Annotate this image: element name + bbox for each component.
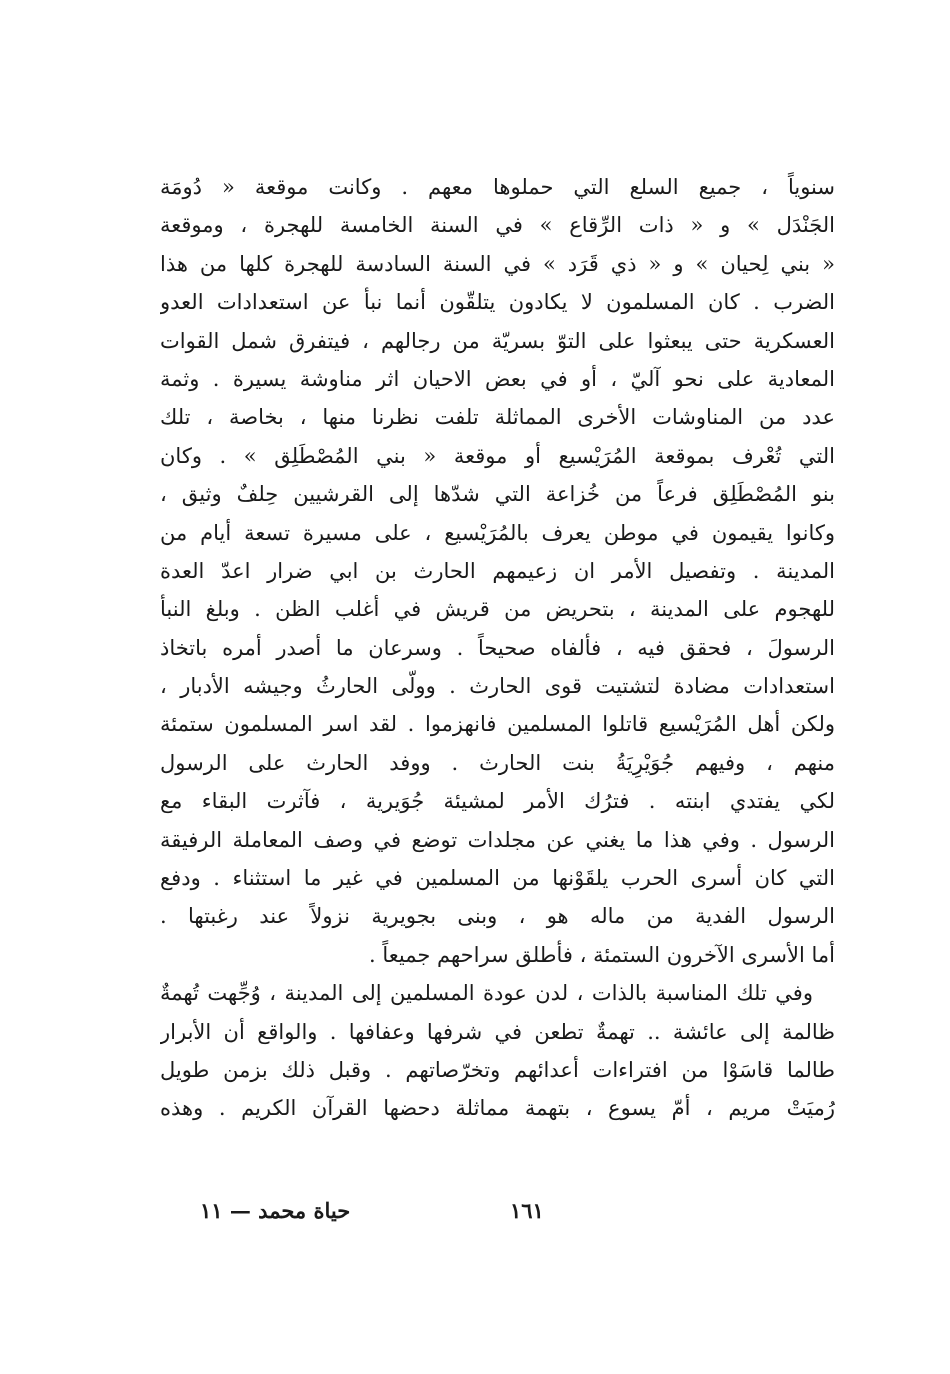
text-line: الضرب . كان المسلمون لا يكادون يتلقّون أنما نبأ عن استعدادات العدو (160, 290, 835, 315)
text-line: العسكرية حتى يبعثوا على التوّ بسريّة من رجالهم ، فيتفرق شمل القوات (160, 328, 835, 353)
text-line: وفي تلك المناسبة بالذات ، لدن عودة المسلمين إلى المدينة ، وُجِّهت تُهمةٌ (160, 981, 813, 1006)
text-line: الرسولَ ، فحقق فيه ، فألفاه صحيحاً . وسرعان ما أصدر أمره باتخاذ (160, 635, 835, 660)
text-line: الرسول الفدية من ماله هو ، وبنى بجويرية نزولاً عند رغبتها . (160, 904, 835, 929)
text-line: الرسول . وفي هذا ما يغني عن مجلدات توضع في وصف المعاملة الرفيقة (160, 827, 835, 852)
paragraph-2 (160, 974, 835, 1128)
page-number: ١٦١ (510, 1198, 544, 1223)
text-line: طالما قاسَوْا من افتراءات أعدائهم وتخرّصاتهم . وقبل ذلك بزمن طويل (160, 1057, 835, 1082)
text-line: منهم ، وفيهم جُوَيْرِيَةُ بنت الحارث . ووفد الحارث على الرسول (160, 750, 835, 775)
body-text (160, 168, 835, 1128)
text-line: وكانوا يقيمون في موطن يعرف بالمُرَيْسيع ، على مسيرة تسعة أيام من (160, 520, 835, 545)
running-title: حياة محمد — ١١ (200, 1198, 351, 1223)
text-line: الجَنْدَل » و « ذات الرِّقاع » في السنة الخامسة للهجرة ، وموقعة (160, 213, 835, 238)
text-line: عدد من المناوشات الأخرى المماثلة تلفت نظرنا منها ، بخاصة ، تلك (160, 405, 835, 430)
text-line: للهجوم على المدينة ، بتحريض من قريش في أغلب الظن . وبلغ النبأ (160, 597, 835, 622)
text-line: لكي يفتدي ابنته . فترُك الأمر لمشيئة جُوَيرية ، فآثرت البقاء مع (160, 789, 835, 814)
text-line: بنو المُصْطَلِق فرعاً من خُزاعة التي شدّها إلى القرشيين حِلفٌ وثيق ، (160, 482, 835, 507)
text-line: « بني لِحيان » و « ذي قَرَد » في السنة السادسة للهجرة كلها من هذا (160, 251, 835, 276)
text-line: رُميَتْ مريم ، أمّ يسوع ، بتهمة مماثلة دحضها القرآن الكريم . وهذه (160, 1096, 835, 1121)
text-line: التي تُعْرف بموقعة المُرَيْسيع أو موقعة « بني المُصْطَلِق » . وكان (160, 443, 835, 468)
text-line: سنوياً ، جميع السلع التي حملوها معهم . وكانت موقعة « دُومَة (160, 175, 835, 199)
text-line: المدينة . وتفصيل الأمر ان زعيمهم الحارث بن ابي ضرار اعدّ العدة (160, 558, 835, 583)
text-line: ولكن أهل المُرَيْسيع قاتلوا المسلمين فانهزموا . لقد اسر المسلمون ستمئة (160, 712, 835, 737)
text-line: التي كان أسرى الحرب يلقَوْنها من المسلمين في غير ما استثناء . ودفع (160, 866, 835, 891)
text-line: أما الأسرى الآخرون الستمئة ، فأطلق سراحهم جميعاً . (368, 942, 835, 967)
text-line: استعدادات مضادة لتشتيت قوى الحارث . وولّى الحارثُ وجيشه الأدبار ، (160, 674, 835, 699)
text-line: المعادية على نحو آليّ ، أو في بعض الاحيان اثر مناوشة يسيرة . وثمة (160, 366, 835, 391)
paragraph-1 (160, 168, 835, 974)
text-line: ظالمة إلى عائشة .. تهمةٌ تطعن في شرفها وعفافها . والواقع أن الأبرار (160, 1019, 835, 1044)
